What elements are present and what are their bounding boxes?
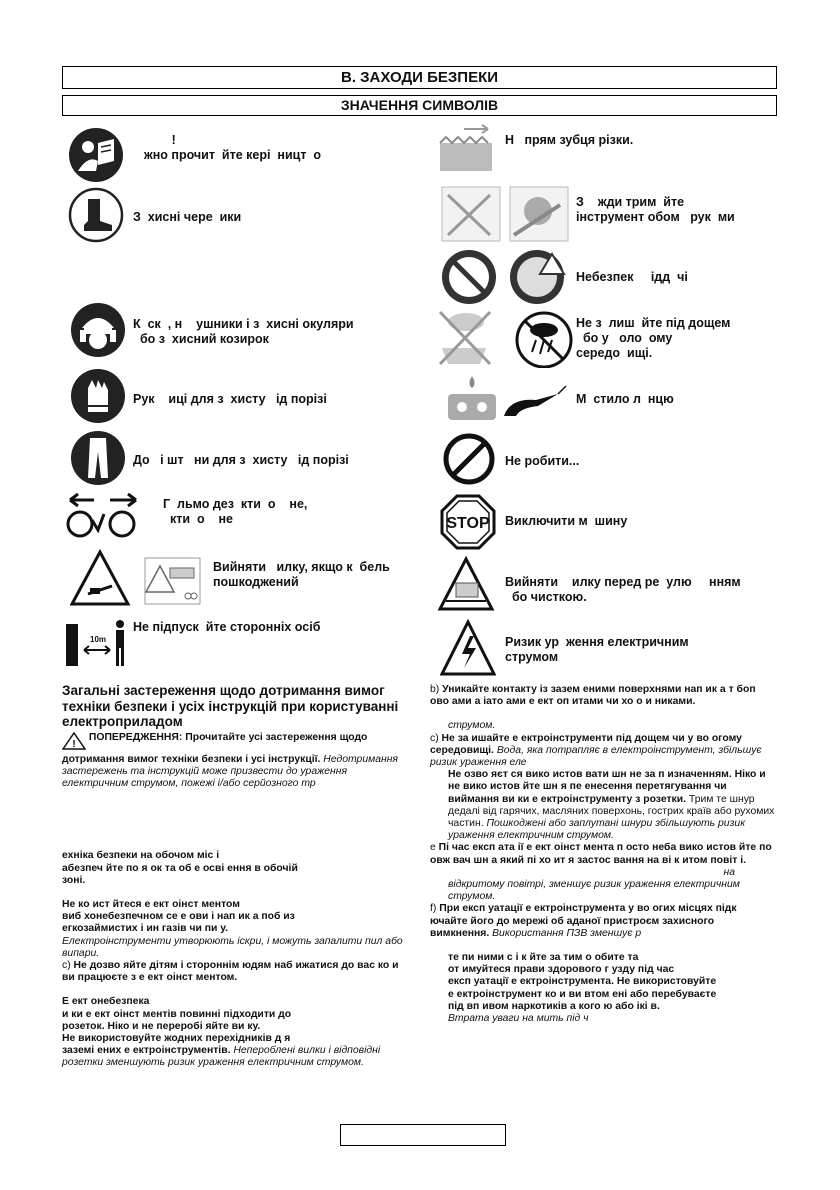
symbol-label-electric-hazard: Ризик ур ження електричним струмом	[505, 635, 689, 664]
symbol-label-read-manual: ! жно прочит йте кері ницт о	[143, 133, 322, 162]
symbol-label-brake: Г льмо дез кти о не, кти о не	[163, 497, 308, 526]
outdoor-tail: на	[723, 866, 735, 878]
left-column	[62, 683, 412, 1070]
personal-safety-italic: Втрата уваги на мить під ч	[448, 1013, 589, 1025]
work-area-line-1: ехніка безпеки на обочом міс і	[62, 850, 220, 862]
warning-italic-text: Недотримання застережень та інструкцій може призвести до ураження електричним струмом, пожежі і/або серйозного тр	[62, 753, 398, 790]
stop-icon	[440, 494, 496, 555]
symbol-label-prohibited: Не робити...	[505, 454, 580, 468]
electrical-safety-title: Е ект онебезпека	[62, 996, 150, 1008]
item-b-label: b)	[430, 684, 440, 695]
personal-safety-line-4: е ектроінструмент ко и ви втом ені або перебуваєте	[448, 988, 717, 1000]
trousers-icon	[70, 430, 126, 491]
personal-safety-line-1: те пи ними с і к йте за тим о обите та	[448, 952, 639, 964]
read-manual-icon	[68, 127, 124, 188]
symbol-label-rain: Не з лиш йте під дощем бо у оло ому середо ищі.	[576, 316, 731, 360]
rain-italic: Вода, яка потрапляє в електроінструмент, збільшує ризик ураження еле	[430, 744, 762, 769]
symbol-label-gloves: Рук иці для з хисту ід порізі	[133, 392, 327, 406]
cord-italic: Пошкоджені або заплутані шнури збільшують ризик ураження електричним струмом.	[448, 818, 746, 842]
boots-icon	[68, 187, 124, 248]
general-warnings-heading: Загальні застереження щодо дотримання вимог техніки безпеки і усіх інструкцій при користуванні електроприладом	[62, 683, 399, 729]
symbol-label-chain-direction: Н прям зубця різки.	[505, 133, 634, 147]
bystanders-icon	[64, 618, 136, 673]
item-c-label: c)	[62, 959, 71, 971]
electrical-italic: Непероблені вилки і відповідні розетки зменшують ризик ураження електричним струмом.	[62, 1045, 381, 1069]
unplug-maintenance-icon	[436, 555, 496, 618]
electrical-line-3: Не використовуйте жодних перехідників д я	[62, 1032, 291, 1044]
explosive-line-2: виб хонебезпечном се е ови і нап ик а поб из	[62, 911, 295, 923]
work-area-line-2: абезпеч йте по я ок та об е осві ення в обочій	[62, 862, 298, 874]
warning-triangle-icon	[62, 732, 86, 754]
rain-icon	[436, 308, 576, 373]
warning-bold-text: ПОПЕРЕДЖЕННЯ: Прочитайте усі застереження щодо дотримання вимог техніки безпеки і усі інструкції.	[62, 731, 368, 765]
children-warning: Не дозво яйте дітям і стороннім юдям наб ижатися до вас ко и ви працюєте з е ект оінст ментом.	[62, 959, 399, 984]
personal-safety-line-3: експ уатації е ектроінструмента. Не використовуйте	[448, 976, 717, 988]
page-number-box	[340, 1124, 506, 1146]
gloves-icon	[70, 368, 126, 429]
rcd-italic: Використання ПЗВ зменшує р	[489, 927, 642, 939]
chain-direction-icon	[436, 123, 500, 184]
grounded-surfaces-warning: Уникайте контакту із зазем еними поверхнями нап ик а т боп ово ами а іато ами е ект оп итами чи хо о и никами.	[430, 684, 756, 708]
rain-warning: Не за ишайте е ектроінструменти під дощем чи у во огому середовищі.	[430, 732, 742, 756]
symbol-label-unplug: Вийняти илку, якщо к бель пошкоджений	[213, 560, 390, 589]
symbol-label-unplug-maintenance: Вийняти илку перед ре улю нням бо чисткою.	[505, 575, 741, 604]
two-hands-icon	[440, 185, 570, 248]
right-column	[430, 684, 775, 1025]
electrical-line-1: и ки е ект оінст ментів повинні підходити до	[62, 1008, 292, 1020]
stop-sign-text: STOP	[446, 515, 490, 532]
electric-hazard-icon	[440, 618, 496, 683]
oil-icon	[440, 372, 570, 433]
symbol-label-trousers: До і шт ни для з хисту ід порізі	[133, 453, 349, 467]
helmet-icon	[70, 302, 126, 363]
section-title: B. ЗАХОДИ БЕЗПЕКИ	[62, 66, 777, 89]
item-c-label-right: c)	[430, 732, 439, 744]
symbol-label-two-hands: З жди трим йте інструмент обом рук ми	[576, 195, 735, 224]
svg-text:!: !	[72, 738, 76, 750]
item-e-label: e	[430, 842, 436, 854]
personal-safety-line-2: от имуйтеся прави здорового г узду під час	[448, 964, 675, 976]
symbol-label-stop: Виключити м шину	[505, 514, 628, 528]
brake-icon	[64, 490, 144, 547]
symbol-label-oil: М стило л нцю	[576, 392, 674, 406]
explosive-line-1: Не ко ист йтеся е ект оінст ментом	[62, 898, 240, 910]
cord-warning: Не озво яєт ся вико истов вати шн не за п изначенням. Ніко и не вико истов йте шн я пе енесення перетягування чи виймання ви ки е ектроінструменту з розетки.	[448, 769, 766, 805]
symbol-label-bystanders: Не підпуск йте сторонніх осіб	[133, 620, 321, 634]
cord-normal: Трим те шнур дедалі від гарячих, масляних поверхонь, гострих країв або рухомих частин.	[448, 793, 775, 830]
section-subtitle: ЗНАЧЕННЯ СИМВОЛІВ	[62, 95, 777, 116]
prohibited-icon	[442, 432, 496, 491]
grounded-italic: струмом.	[448, 720, 496, 732]
electrical-line-4: заземі ених е ектроінструментів.	[62, 1045, 231, 1057]
symbol-label-kickback: Небезпек ідд чі	[576, 270, 688, 284]
distance-label: 10m	[90, 635, 107, 644]
explosive-line-3: егкозаймистих і ин газів чи пи у.	[62, 923, 229, 935]
electrical-line-2: розеток. Ніко и не переробі яйте ви ку.	[62, 1020, 261, 1032]
symbol-label-boots: З хисні чере ики	[133, 210, 242, 224]
personal-safety-line-5: під вп ивом наркотиків а кого ю або ікі в.	[448, 1000, 660, 1012]
kickback-icon	[440, 248, 570, 311]
symbol-label-helmet: К ск , н ушники і з хисні окуляри бо з хисний козирок	[133, 317, 354, 346]
item-f-label: f)	[430, 903, 437, 915]
rcd-warning: При експ уатації е ектроінструмента у во огих місцях підк ючайте його до мережі об аданої пристроєм захисного вимкнення.	[430, 903, 737, 939]
unplug-icon	[70, 548, 210, 613]
explosive-italic: Електроінструменти утворюють іскри, і можуть запалити пил або випари.	[62, 935, 403, 959]
work-area-line-3: зоні.	[62, 874, 86, 886]
outdoor-italic: відкритому повітрі, зменшує ризик ураження електричним струмом.	[448, 879, 740, 903]
outdoor-warning: Пі час експ ата ії е ект оінст мента п осто неба вико истов йте по овж вач шн а який пі хо ит я застос вання на ві к итом повіт і.	[430, 842, 772, 866]
